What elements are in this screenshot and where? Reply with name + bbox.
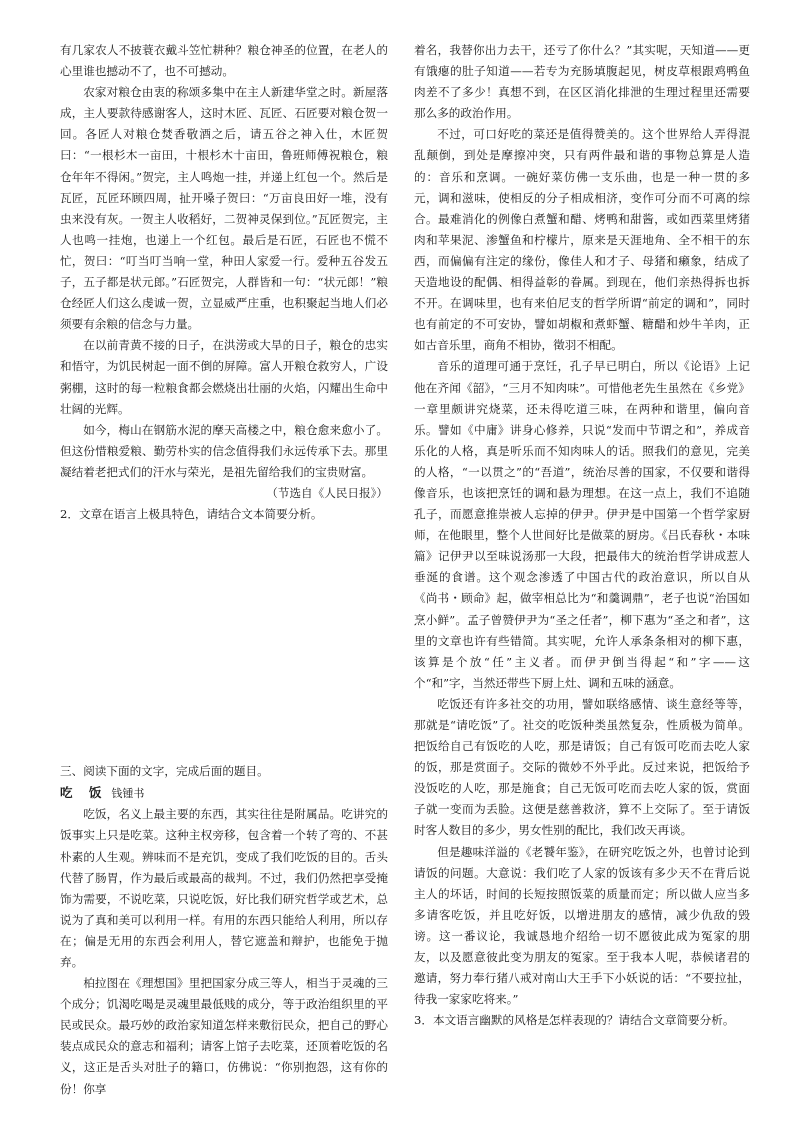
paragraph: 在以前青黄不接的日子，在洪涝或大旱的日子，粮仓的忠实和悟守，为饥民树起一面不倒的屏障。富人开粮仓救穷人，广设粥棚，这时的每一粒粮食都会燃烧出壮丽的火焰，闪耀出生命中壮阔的光辉。 [60,338,388,416]
article-paragraph: 着名，我替你出力去干，还亏了你什么？”其实呢，天知道——更有饿瘪的肚子知道——若专为充肠填腹起见，树皮草根跟鸡鸭鱼肉差不了多少！真想不到，在区区消化排泄的生理过程里还需要那么多的政治作用。 [414,43,750,121]
paragraph: 农家对粮仓由衷的称颂多集中在主人新建华堂之时。新屋落成，主人要款待感谢客人，这时木匠、瓦匠、石匠要对粮仓贺一回。各匠人对粮仓焚香敬酒之后，请五谷之神入仕，木匠贺曰：“一根杉木一亩田，十根杉木十亩田，鲁班师傅祝粮仓，粮仓年年不得闲。”贺完，主人鸣炮一挂，并递上红包一个。然后是瓦匠，瓦匠环顾四周，扯开嗓子贺曰：“万亩良田好一堆，没有虫来没有灰。一贺主人收稻好，二贺神灵保到位。”瓦匠贺完，主人也鸣一挂炮，也递上一个红包。最后是石匠，石匠也不慌不忙，贺曰：“叮当叮当响一堂，种田人家爱一行。爱种五谷发五子，五子都是状元郎。”石匠贺完，人群皆和一句：“状元郎！”粮仓经匠人们这么虔诚一贺，立显威严庄重，也积聚起当地人们必须要有余粮的信念与力量。 [60,85,388,332]
source-note: （节选自《人民日报》） [266,485,388,500]
right-column [414,40,750,1031]
article-title [60,782,388,804]
section-3-heading: 三、阅读下面的文字，完成后面的题目。 [60,764,269,779]
article-paragraph: 柏拉图在《理想国》里把国家分成三等人，相当于灵魂的三个成分；饥渴吃喝是灵魂里最低贱的成分，等于政治组织里的平民或民众。最巧妙的政治家知道怎样来敷衍民众，把自己的野心装点成民众的意志和福利；请客上馆子去吃菜，还顶着吃饭的名义，这正是舌头对肚子的籍口，仿佛说：“你别抱怨，这有你的份！你享 [60,976,388,1096]
article-paragraph: 不过，可口好吃的菜还是值得赞美的。这个世界给人弄得混乱颠倒，到处是摩擦冲突，只有两件最和谐的事物总算是人造的：音乐和烹调。一碗好菜仿佛一支乐曲，也是一种一贯的多元，调和滋味，使相反的分子相成相济，变作可分而不可离的综合。最难消化的例像白煮蟹和醋、烤鸭和甜酱，或如西菜里烤猪肉和苹果泥、渗蟹鱼和柠檬片，原来是天涯地角、全不相干的东西，而偏偏有注定的缘份，像佳人和才子、母猪和癞象，结成了天造地设的配偶、相得益彰的眷属。到现在，他们亲热得拆也拆不开。在调味里，也有来伯尼支的哲学所谓“前定的调和”，同时也有前定的不可安协，譬如胡椒和煮虾蟹、糖醋和炒牛羊肉，正如古音乐里，商角不相协，徵羽不相配。 [414,127,750,353]
article-paragraph: 吃饭还有许多社交的功用，譬如联络感情、谈生意经等等，那就是“请吃饭”了。社交的吃饭种类虽然复杂，性质极为简单。把饭给自己有饭吃的人吃，那是请饭；自己有饭可吃而去吃人家的饭，那是赏面子。交际的微妙不外乎此。反过来说，把饭给予没饭吃的人吃，那是施食；自己无饭可吃而去吃人家的饭，赏面子就一变而为丢脸。这便是慈善救济，算不上交际了。至于请饭时客人数目的多少，男女性别的配比，我们改天再谈。 [414,696,750,838]
article-paragraph: 吃饭，名义上最主要的东西，其实往往是附属品。吃讲究的饭事实上只是吃菜。这种主权旁移，包含着一个转了弯的、不甚朴素的人生观。辨味而不是充饥，变成了我们吃饭的目的。舌头代替了肠胃，作为最后或最高的裁判。不过，我们仍然把享受掩饰为需要，不说吃菜，只说吃饭，好比我们研究哲学或艺术，总说为了真和美可以利用一样。有用的东西只能给人利用，所以存在；偏是无用的东西会利用人，替它遮盖和辩护，也能免于抛弃。 [60,807,388,969]
question-2: 2．文章在语言上极具特色，请结合文本简要分析。 [60,507,323,522]
paragraph: 如今，梅山在钢筋水泥的摩天高楼之中，粮仓愈来愈小了。但这份惜粮爱粮、勤劳朴实的信念值得我们永远传承下去。那里凝结着老把式们的汗水与荣光，是祖先留给我们的宝贵财富。 [60,422,388,479]
article-author: 钱锺书 [111,787,145,801]
article-paragraph: 音乐的道理可通于烹饪，孔子早已明白，所以《论语》上记他在齐闻《韶》，“三月不知肉味”。可惜他老先生虽然在《乡党》一章里颇讲究烧菜，还未得吃道三味，在两种和谐里，偏向音乐。譬如《中庸》讲身心修养，只说“发而中节谓之和”，养成音乐化的人格，真是听乐而不知肉味人的话。照我们的意见，完美的人格，“一以贯之”的“吾道”，统治尽善的国家，不仅要和谐得像音乐，也该把烹饪的调和悬为理想。在这一点上，我们不追随孔子，而愿意推崇被人忘掉的伊尹。伊尹是中国第一个哲学家厨师，在他眼里，整个人世间好比是做菜的厨房。《吕氏春秋・本味篇》记伊尹以至味说汤那一大段，把最伟大的统治哲学讲成惹人垂涎的食谱。这个观念渗透了中国古代的政治意识，所以自从《尚书・顾命》起，做宰相总比为“和羹调鼎”，老子也说“治国如烹小鲜”。孟子曾赞伊尹为“圣之任者”，柳下惠为“圣之和者”，这里的文章也许有些错简。其实呢，允许人承条条相对的柳下惠，该算是个放“任”主义者。而伊尹倒当得起“和”字——这个“和”字，当然还带些下厨上灶、调和五味的涵意。 [414,359,750,690]
article-title-text: 吃 饭 [60,785,108,801]
article-paragraph: 但是趣味洋溢的《老饕年鉴》，在研究吃饭之外，也曾讨论到请饭的问题。大意说：我们吃了人家的饭该有多少天不在背后说主人的坏话，时间的长短按照饭菜的质量而定；所以做人应当多多请客吃饭，并且吃好饭，以增进朋友的感情，减少仇敌的毁谤。这一番议论，我诚恳地介绍给一切不愿彼此成为冤家的朋友，以及愿意彼此变为朋友的冤家。至于我本人呢，恭候诸君的邀请，努力奉行猪八戒对南山大王手下小妖说的话：“不要拉扯，待我一家家吃将来。” [414,844,750,1007]
left-column [60,40,388,1100]
answer-space [60,525,388,761]
question-3: 3．本文语言幽默的风格是怎样表现的？请结合文章简要分析。 [414,1013,735,1028]
paragraph: 有几家农人不披蓑衣戴斗笠忙耕种？粮仓神圣的位置，在老人的心里谁也撼动不了，也不可撼动。 [60,43,388,79]
